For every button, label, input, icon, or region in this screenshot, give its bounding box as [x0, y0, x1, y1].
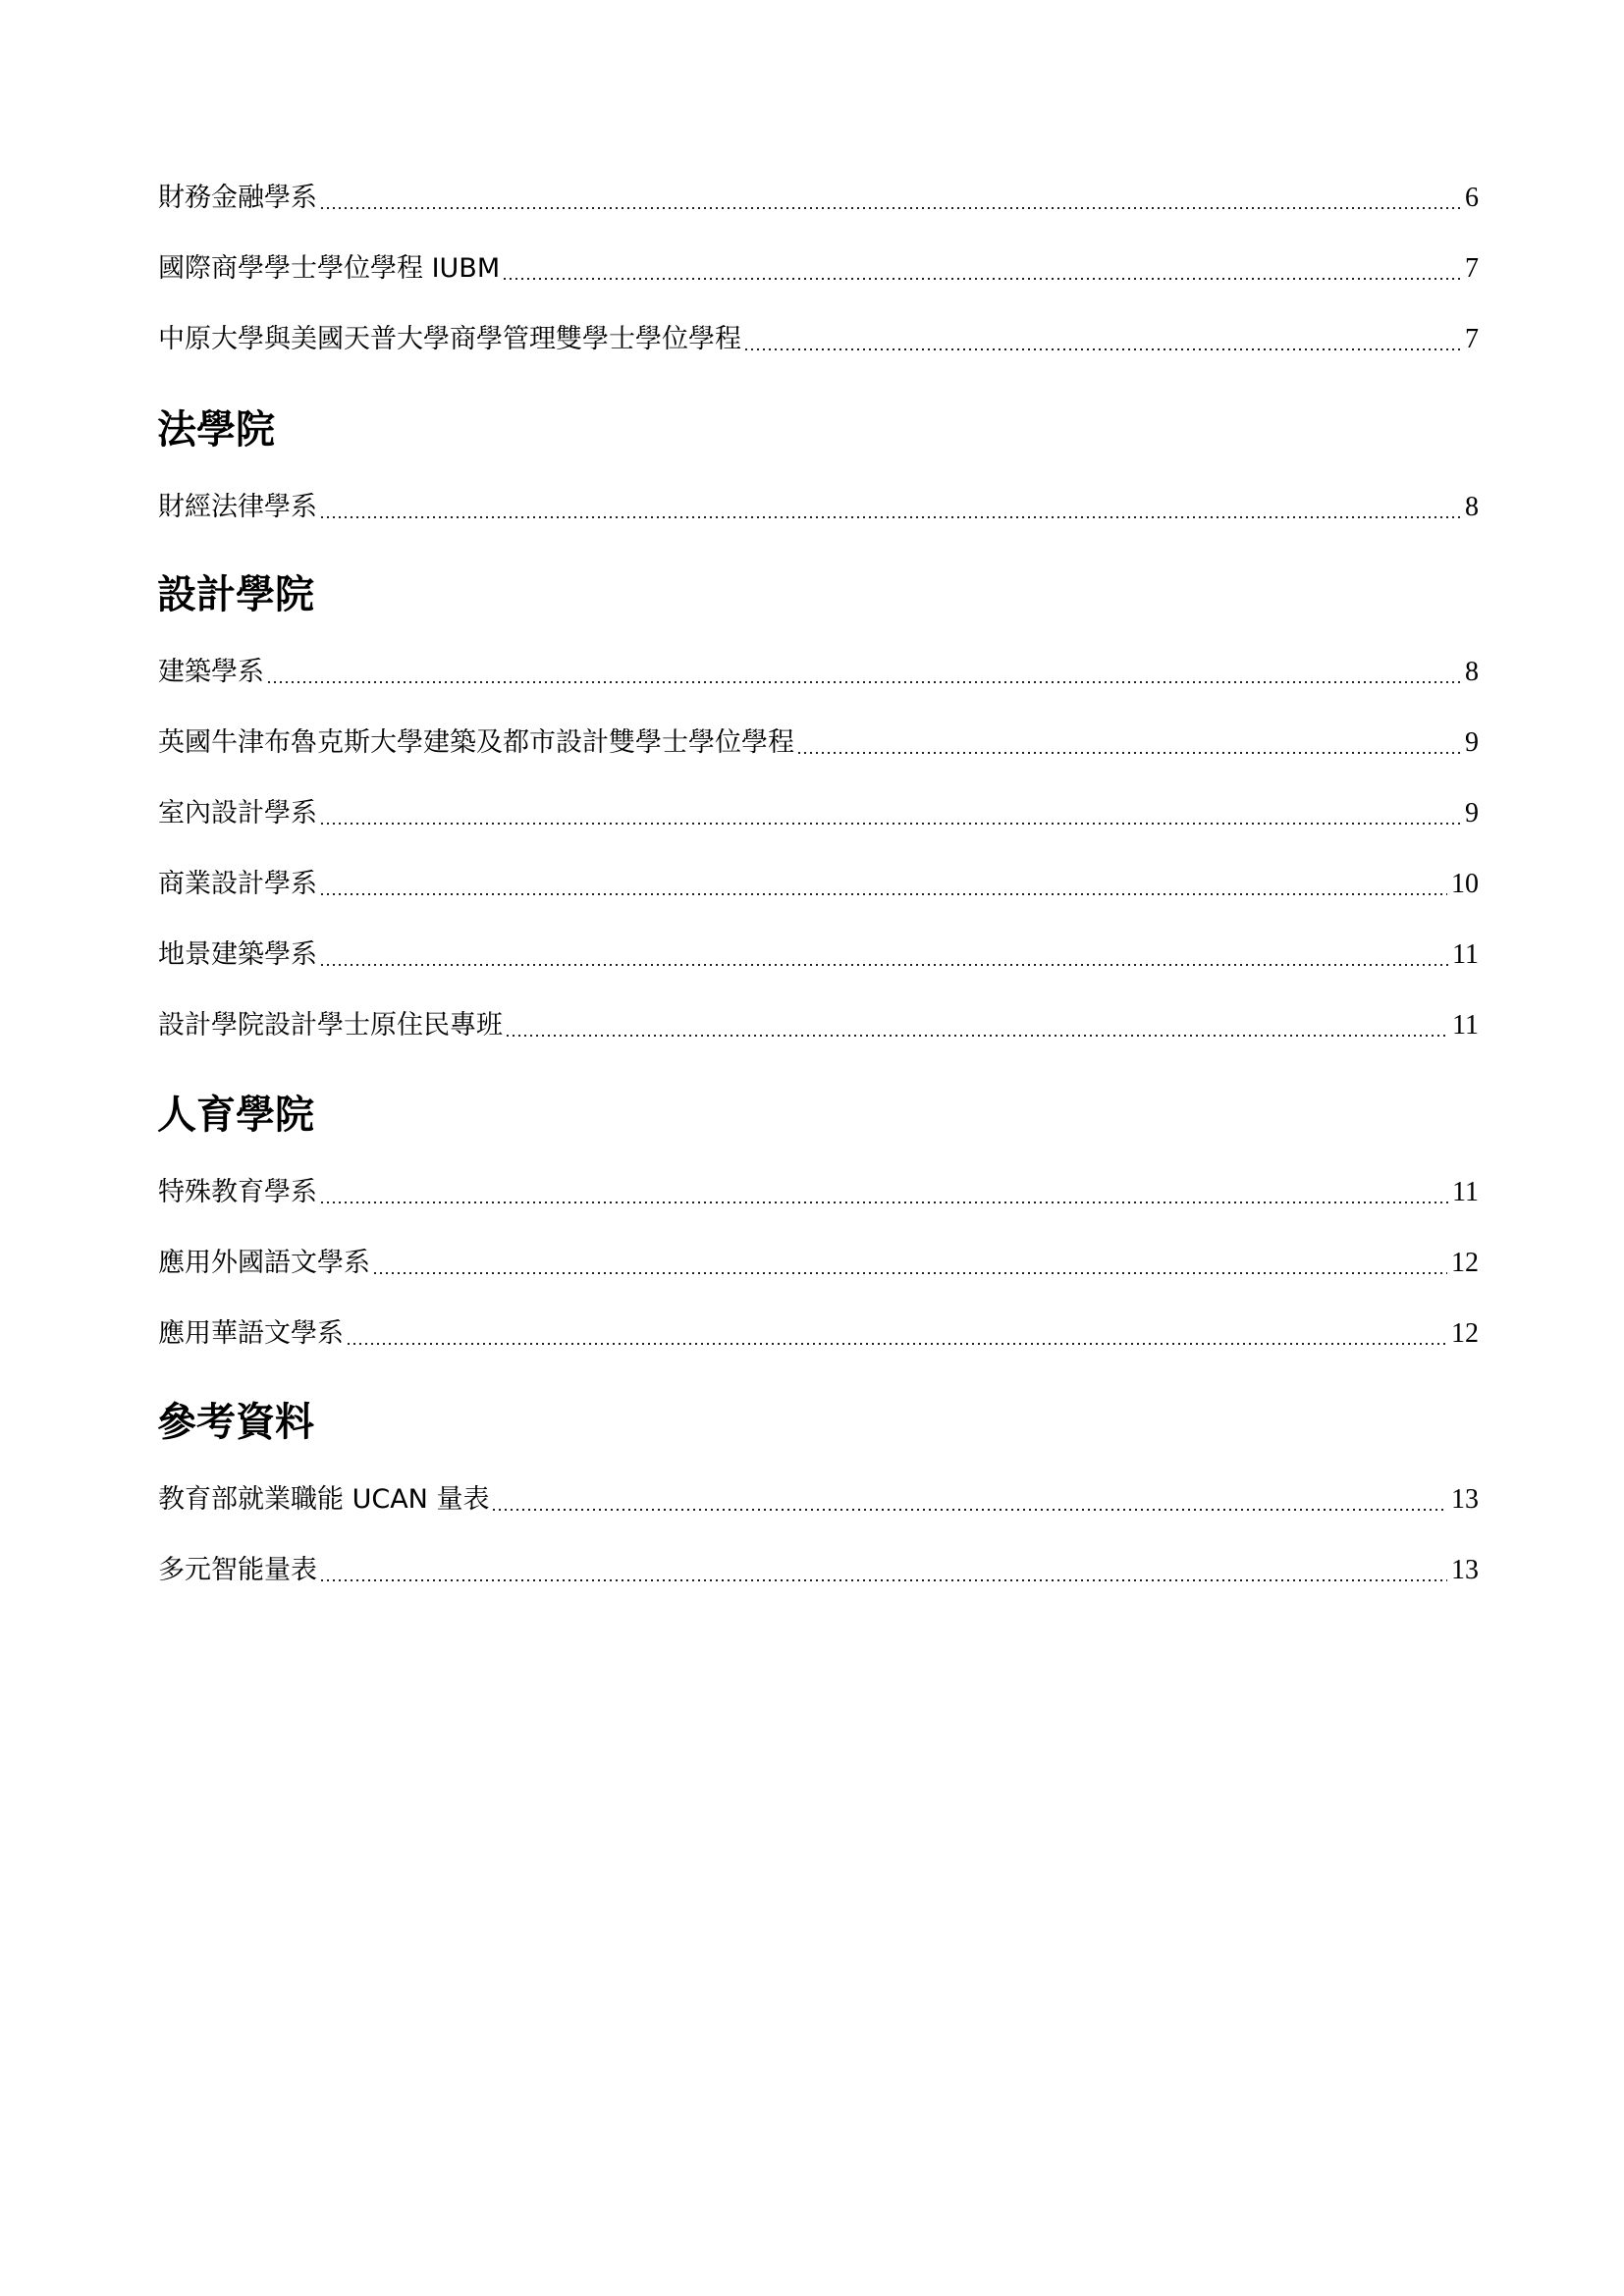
dot-leader	[796, 752, 1461, 754]
dot-leader	[743, 348, 1461, 350]
dot-leader	[319, 893, 1447, 895]
dot-leader	[319, 207, 1461, 209]
toc-entry-title: 應用華語文學系	[158, 1318, 344, 1349]
toc-entry[interactable]	[158, 651, 1479, 690]
toc-entry-page: 11	[1452, 939, 1479, 970]
toc-entry-page: 8	[1465, 492, 1479, 522]
section-heading: 人育學院	[157, 1093, 314, 1138]
toc-entry-title: 商業設計學系	[158, 869, 317, 899]
toc-entry-title: 財務金融學系	[158, 183, 317, 213]
toc-entry-title: 國際商學學士學位學程 IUBM	[158, 253, 501, 284]
section-heading: 法學院	[157, 407, 275, 453]
toc-entry-page: 11	[1452, 1010, 1479, 1041]
toc-entry-page: 8	[1465, 657, 1479, 687]
toc-entry[interactable]	[158, 863, 1479, 902]
toc-entry-title: 多元智能量表	[158, 1555, 317, 1585]
toc-entry-page: 11	[1452, 1177, 1479, 1207]
toc-entry-page: 9	[1465, 727, 1479, 758]
toc-entry-page: 13	[1451, 1555, 1479, 1585]
toc-entry[interactable]	[158, 1478, 1479, 1518]
dot-leader	[319, 964, 1448, 966]
toc-entry[interactable]	[158, 177, 1479, 216]
toc-entry[interactable]	[158, 1242, 1479, 1281]
dot-leader	[319, 1201, 1448, 1203]
toc-entry-title: 室內設計學系	[158, 798, 317, 828]
toc-entry-title: 地景建築學系	[158, 939, 317, 970]
section-heading: 設計學院	[157, 572, 314, 617]
dot-leader	[319, 823, 1461, 825]
toc-entry-page: 7	[1465, 324, 1479, 354]
toc-entry-title: 英國牛津布魯克斯大學建築及都市設計雙學士學位學程	[158, 727, 794, 758]
toc-entry-page: 9	[1465, 798, 1479, 828]
dot-leader	[346, 1343, 1447, 1345]
toc-entry-title: 設計學院設計學士原住民專班	[158, 1010, 503, 1041]
toc-entry-title: 特殊教育學系	[158, 1177, 317, 1207]
dot-leader	[266, 681, 1461, 683]
dot-leader	[319, 516, 1461, 518]
toc-entry-title: 財經法律學系	[158, 492, 317, 522]
toc-entry-page: 6	[1465, 183, 1479, 213]
toc-entry[interactable]	[158, 1171, 1479, 1210]
toc-entry[interactable]	[158, 318, 1479, 357]
toc-entry[interactable]	[158, 1004, 1479, 1043]
toc-entry[interactable]	[158, 1312, 1479, 1352]
dot-leader	[505, 1035, 1448, 1037]
toc-entry-page: 12	[1451, 1318, 1479, 1349]
toc-entry-page: 13	[1451, 1484, 1479, 1515]
toc-entry[interactable]	[158, 247, 1479, 287]
toc-entry-title: 應用外國語文學系	[158, 1248, 370, 1278]
toc-entry[interactable]	[158, 486, 1479, 525]
toc-entry-title: 教育部就業職能 UCAN 量表	[158, 1484, 490, 1515]
toc-entry[interactable]	[158, 721, 1479, 761]
toc-entry-title: 中原大學與美國天普大學商學管理雙學士學位學程	[158, 324, 741, 354]
dot-leader	[319, 1579, 1447, 1581]
dot-leader	[502, 278, 1461, 280]
toc-entry-page: 7	[1465, 253, 1479, 284]
toc-entry[interactable]	[158, 1549, 1479, 1588]
dot-leader	[491, 1509, 1447, 1511]
toc-entry-title: 建築學系	[158, 657, 264, 687]
toc-entry[interactable]	[158, 792, 1479, 831]
toc-entry-page: 10	[1451, 869, 1479, 899]
toc-entry-page: 12	[1451, 1248, 1479, 1278]
toc-entry[interactable]	[158, 934, 1479, 973]
dot-leader	[372, 1272, 1447, 1274]
section-heading: 參考資料	[157, 1400, 314, 1445]
